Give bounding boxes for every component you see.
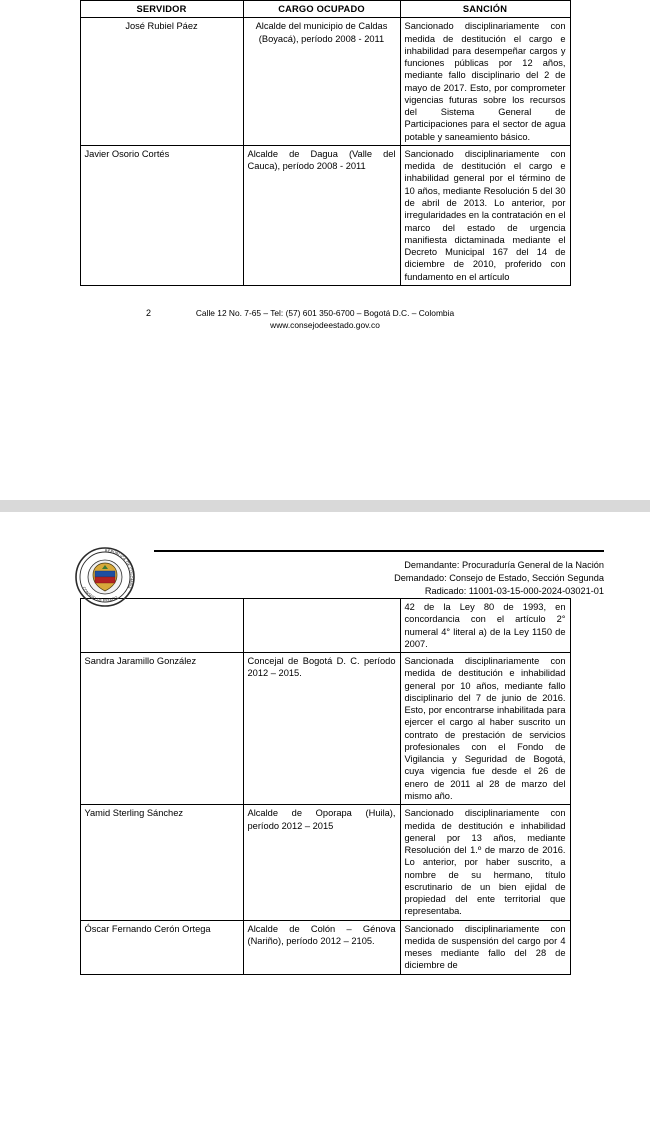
- table-row: [80, 599, 570, 653]
- page2-header-text-block: [154, 546, 614, 598]
- header-radicado: Radicado: 11001-03-15-000-2024-03021-01: [424, 585, 604, 596]
- cell-cargo: Alcalde del municipio de Caldas (Boyacá), período 2008 - 2011: [243, 18, 400, 146]
- page-number: 2: [146, 307, 152, 318]
- table-row: [80, 653, 570, 805]
- cell-sancion: Sancionado disciplinariamente con medida de destitución el cargo e inhabilidad para desempeñar cargos y funciones públicas por 12 años, mediante fallo disciplinario del 2 de mayo de 2017. Esto, por comprometer vigencias futuras sobre los recursos del Sistema General de Participaciones para el sector de agua potable y saneamiento básico.: [400, 18, 570, 146]
- page-footer: [36, 308, 614, 330]
- table-row: [80, 18, 570, 146]
- header-divider: [154, 550, 604, 552]
- table-row: [80, 920, 570, 974]
- cell-servidor: José Rubiel Páez: [80, 18, 243, 146]
- cell-cargo: [243, 599, 400, 653]
- page-separator: [0, 500, 650, 512]
- cell-cargo: Concejal de Bogotá D. C. período 2012 – 2015.: [243, 653, 400, 805]
- table-row: [80, 805, 570, 920]
- footer-address: Calle 12 No. 7-65 – Tel: (57) 601 350-6700 – Bogotá D.C. – Colombia: [195, 307, 455, 318]
- cell-sancion: Sancionado disciplinariamente con medida de destitución el cargo e inhabilidad general por el término de 10 años, mediante Resolución 5 del 30 de abril de 2013. Lo anterior, por irregularidades en la contratación en el marco del estado de urgencia manifiesta dictaminada mediante el Decreto Municipal 167 del 14 de diciembre de 2010, proferido con fundamento en el artículo: [400, 145, 570, 285]
- column-header-cargo: CARGO OCUPADO: [243, 1, 400, 18]
- column-header-servidor: SERVIDOR: [80, 1, 243, 18]
- header-demandado: Demandado: Consejo de Estado, Sección Segunda: [394, 572, 604, 583]
- cell-cargo: Alcalde de Colón – Génova (Nariño), período 2012 – 2105.: [243, 920, 400, 974]
- cell-cargo: Alcalde de Dagua (Valle del Cauca), período 2008 - 2011: [243, 145, 400, 285]
- header-demandante: Demandante: Procuraduría General de la Nación: [404, 560, 604, 570]
- sanctions-table-page1: [80, 0, 571, 286]
- cell-servidor: Javier Osorio Cortés: [80, 145, 243, 285]
- footer-website: www.consejodeestado.gov.co: [270, 319, 380, 330]
- svg-text:CONSEJO DE ESTADO: CONSEJO DE ESTADO: [81, 585, 119, 604]
- document-page-2: [0, 512, 650, 1123]
- svg-text:REPÚBLICA DE COLOMBIA: REPÚBLICA DE COLOMBIA: [104, 547, 135, 590]
- page2-header: [36, 512, 614, 604]
- coat-of-arms-seal-icon: [64, 546, 146, 608]
- cell-servidor: Sandra Jaramillo González: [80, 653, 243, 805]
- cell-sancion: 42 de la Ley 80 de 1993, en concordancia con el artículo 2° numeral 4° literal a) de la Ley 1150 de 2007.: [400, 599, 570, 653]
- document-page-1: [0, 0, 650, 500]
- column-header-sancion: SANCIÓN: [400, 1, 570, 18]
- cell-sancion: Sancionado disciplinariamente con medida de destitución e inhabilidad general por 13 años, mediante Resolución del 1.º de marzo de 2016. Lo anterior, por haber suscrito, a nombre de su hermano, título escrutinario de un bien ejidal de propiedad del ente territorial que representaba.: [400, 805, 570, 920]
- cell-cargo: Alcalde de Oporapa (Huila), período 2012 – 2015: [243, 805, 400, 920]
- sanctions-table-page2: [80, 598, 571, 975]
- cell-servidor: Óscar Fernando Cerón Ortega: [80, 920, 243, 974]
- cell-sancion: Sancionada disciplinariamente con medida de destitución e inhabilidad general por 10 años, mediante fallo disciplinario del 7 de junio de 2016. Esto, por encontrarse inhabilitada para ejercer el cargo al haber suscrito un contrato de prestación de servicios profesionales con el Fondo de Vigilancia y Seguridad de Bogotá, cuya vigencia fue desde el 26 de enero de 2011 al 28 de marzo del mismo año.: [400, 653, 570, 805]
- table-row: [80, 145, 570, 285]
- cell-servidor: Yamid Sterling Sánchez: [80, 805, 243, 920]
- table-header-row: [80, 1, 570, 18]
- cell-sancion: Sancionado disciplinariamente con medida de suspensión del cargo por 4 meses mediante fallo del 28 de diciembre de: [400, 920, 570, 974]
